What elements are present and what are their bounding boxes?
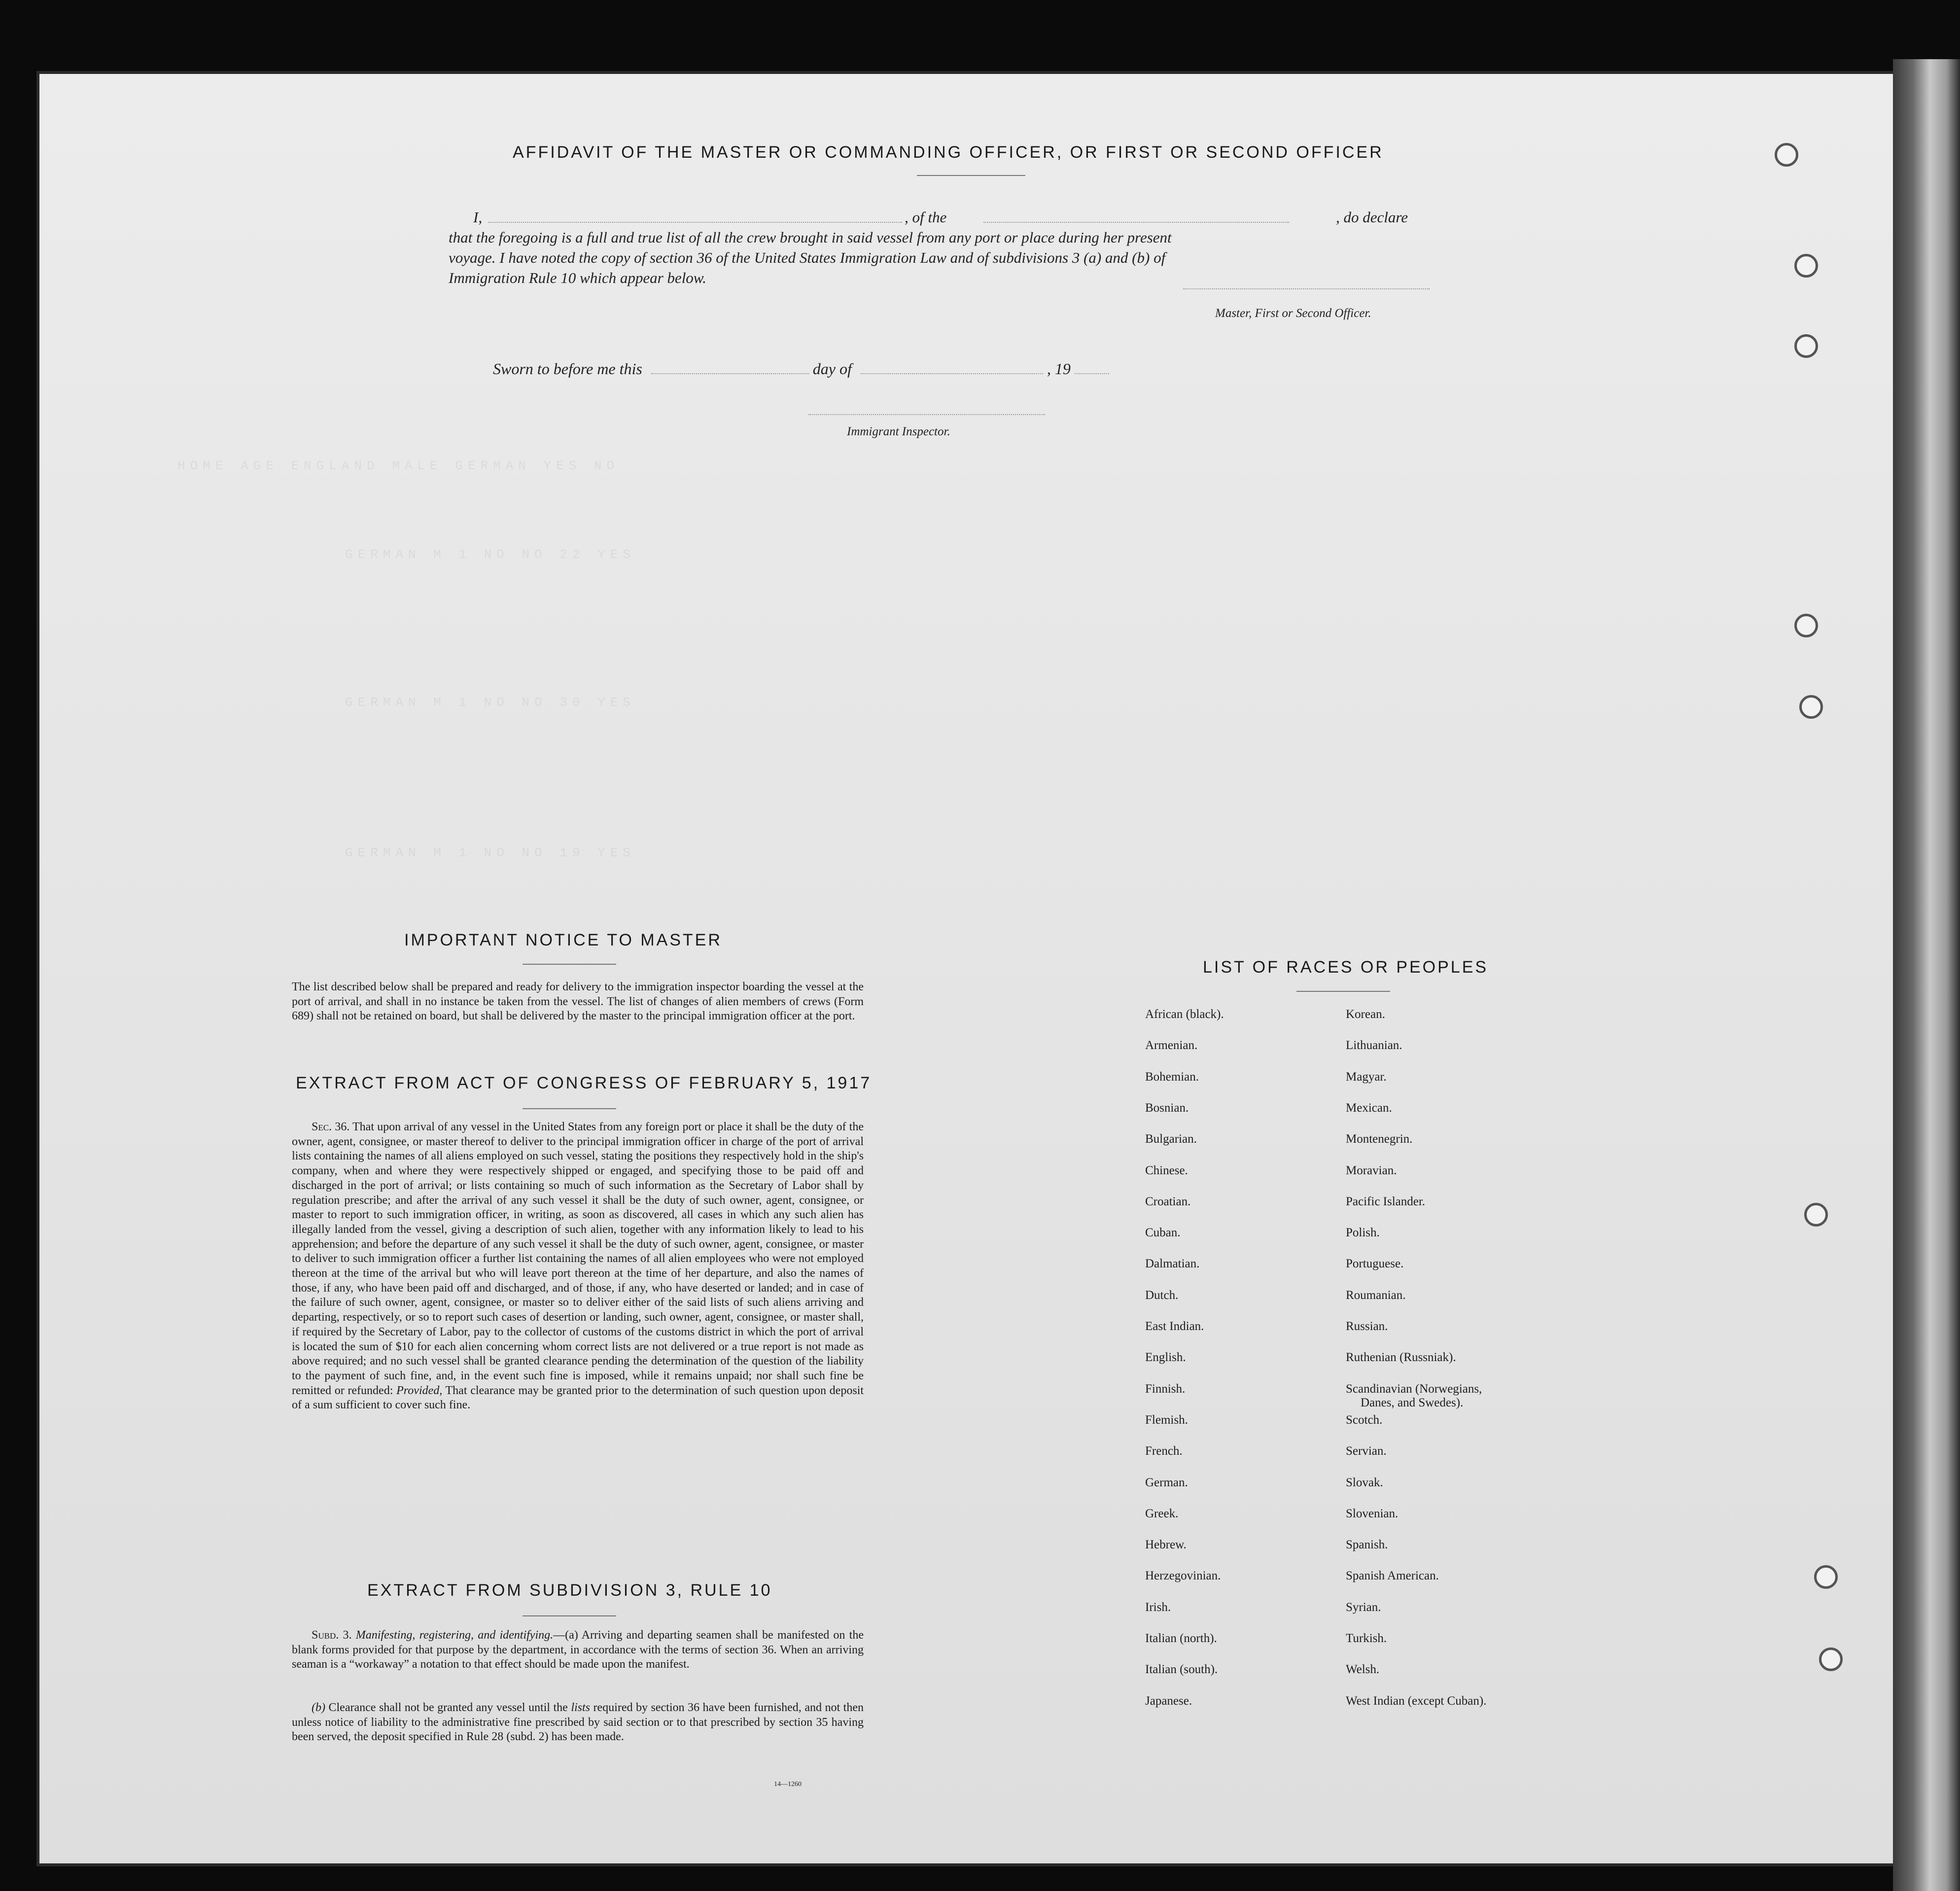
punch-hole [1794,614,1818,637]
notice-title: IMPORTANT NOTICE TO MASTER [404,931,722,949]
race-item: French. [1145,1444,1183,1458]
bleed-through-text: GERMAN M 1 NO NO 19 YES [345,845,635,860]
race-item: Armenian. [1145,1039,1198,1052]
subd-a-text: Arriving and departing seamen shall be manifested on the blank forms provided for that purpose by the department, in accordance with the terms of section 36. When an arriving seaman is a “workaway” a notation to that effect should be made upon the manifest. [292,1629,864,1671]
race-item: Bulgarian. [1145,1132,1197,1146]
subd-label: Subd. 3. [312,1629,352,1642]
subd-b-lists: lists [571,1701,590,1714]
race-item: Slovenian. [1346,1506,1399,1520]
race-item: Moravian. [1346,1163,1397,1177]
race-item: Bosnian. [1145,1101,1189,1115]
sworn-prefix: Sworn to before me this [493,360,642,378]
inspector-signature-line[interactable] [808,414,1045,415]
affidavit-line: that the foregoing is a full and true list of all the crew brought in said vessel from any port or place during her present [449,229,1172,246]
race-item: Spanish. [1346,1538,1388,1552]
race-item: Japanese. [1145,1694,1192,1708]
affidavit-declaration [449,207,1444,288]
act-extract-title-rule [523,1108,616,1109]
race-item: Cuban. [1145,1226,1181,1240]
sworn-line [493,360,1109,378]
subd-heading: Manifesting, registering, and identifying. [355,1629,554,1642]
race-item: East Indian. [1145,1320,1204,1333]
rule-extract-b [292,1701,864,1745]
race-item: English. [1145,1351,1186,1365]
rule-extract-title: EXTRACT FROM SUBDIVISION 3, RULE 10 [367,1581,772,1600]
race-item: Lithuanian. [1346,1039,1402,1052]
notice-body: The list described below shall be prepared and ready for delivery to the immigration inspector boarding the vessel at the port of arrival, and shall in no instance be taken from the vessel. The list of changes of alien members of crews (Form 689) shall not be retained on board, but shall be delivered by the master to the principal immigration officer at the port. [292,981,864,1023]
rule-extract-a [292,1628,864,1672]
affidavit-line: Immigration Rule 10 which appear below. [449,269,706,286]
subd-a-label: —(a) [553,1629,578,1642]
race-item: Roumanian. [1346,1288,1406,1302]
affidavit-line: voyage. I have noted the copy of section 36 of the United States Immigration Law and of subdivisions 3 (a) and (b) of [449,249,1166,266]
sworn-month-field[interactable] [861,373,1043,374]
bleed-through-text: HOME AGE ENGLAND MALE GERMAN YES NO [177,458,620,473]
master-name-field[interactable] [488,222,902,223]
subd-b-pre: Clearance shall not be granted any vessel until the [328,1701,568,1714]
race-item: Polish. [1346,1226,1380,1240]
race-item: German. [1145,1475,1188,1489]
race-item: African (black). [1145,1008,1224,1021]
race-item: Ruthenian (Russniak). [1346,1351,1456,1365]
race-item: Portuguese. [1346,1257,1404,1271]
race-item: Flemish. [1145,1413,1188,1427]
race-item: West Indian (except Cuban). [1346,1694,1487,1708]
race-item: Pacific Islander. [1346,1194,1426,1208]
sworn-year-field[interactable] [1075,373,1109,374]
race-item: Scotch. [1346,1413,1383,1427]
race-item: Greek. [1145,1506,1179,1520]
race-item: Montenegrin. [1346,1132,1413,1146]
race-item: Italian (south). [1145,1663,1218,1677]
form-code: 14—1260 [774,1781,802,1788]
notice-title-rule [523,964,616,965]
bleed-through-text: GERMAN M 1 NO NO 22 YES [345,547,635,562]
inspector-signature-label: Immigrant Inspector. [847,425,950,438]
page-edge [1893,59,1960,1891]
races-title-rule [1296,991,1390,992]
document-page [39,74,1893,1863]
vessel-name-field[interactable] [983,222,1289,223]
section-label: Sec. 36. [312,1121,350,1133]
race-item: Italian (north). [1145,1632,1217,1645]
race-item: Hebrew. [1145,1538,1187,1552]
race-item: Dutch. [1145,1288,1179,1302]
punch-hole [1794,254,1818,278]
race-item: Irish. [1145,1600,1171,1614]
race-item: Scandinavian (Norwegians, [1346,1382,1482,1396]
affidavit-i-label: I, [473,209,483,226]
section-text: That upon arrival of any vessel in the United States from any foreign port or place it shall be the duty of the owner, agent, consignee, or master thereof to deliver to the principal immigration officer in charge of the port of arrival lists containing the names of all aliens employed on such vessel, stating the positions they respectively hold in the ship's company, when and where they were respectively shipped or engaged, and specifying those to be paid off and discharged in the port of arrival; or lists containing so much of such information as the Secretary of Labor shall by regulation prescribe; and after the arrival of any such vessel it shall be the duty of such owner, agent, consignee, or master to report to such immigration officer, in writing, as soon as discovered, all cases in which any such alien has illegally landed from the vessel, giving a description of such alien, together with any information likely to lead to his apprehension; and before the departure of any such vessel it shall be the duty of such owner, agent, consignee, or master to deliver to such immigration officer a further list containing the names of all alien employees who were not employed thereon at the time of the arrival but who will leave port thereon at the time of her departure, and also the names of those, if any, who have been paid off and discharged, and of those, if any, who have deserted or landed; and in case of the failure of such owner, agent, consignee, or master so to deliver either of the said lists of such aliens arriving and departing, respectively, or so to report such cases of desertion or landing, such owner, agent, consignee, or master shall, if required by the Secretary of Labor, pay to the collector of customs of the customs district in which the port of arrival is located the sum of $10 for each alien concerning whom correct lists are not delivered or a true report is not made as above required; and no such vessel shall be granted clearance pending the determination of the question of the liability to the payment of such fine, and, in the event such fine is imposed, while it remains unpaid; nor shall such fine be remitted or refunded: [292,1121,864,1397]
master-signature-line[interactable] [1183,288,1430,289]
affidavit-title-rule [917,175,1025,176]
sworn-day-field[interactable] [651,373,809,374]
punch-hole [1814,1565,1838,1589]
race-item: Servian. [1346,1444,1387,1458]
race-item: Croatian. [1145,1194,1191,1208]
race-item: Finnish. [1145,1382,1186,1396]
race-item: Korean. [1346,1008,1385,1021]
rule-extract-title-rule [523,1615,616,1616]
subd-b-post: required by section 36 have been furnished, and not then unless notice of liability to the administrative fine prescribed by said section or to that prescribed by section 35 having been served, the deposit specified in Rule 28 (subd. 2) has been made. [292,1701,864,1744]
race-item: Turkish. [1346,1632,1387,1645]
proviso-text: That clearance may be granted prior to the determination of such question upon deposit of a sum sufficient to cover such fine. [292,1384,864,1412]
race-item: Bohemian. [1145,1070,1199,1084]
punch-hole [1819,1647,1843,1671]
race-item: Dalmatian. [1145,1257,1200,1271]
act-extract-title: EXTRACT FROM ACT OF CONGRESS OF FEBRUARY 5, 1917 [296,1074,872,1092]
punch-hole [1794,334,1818,358]
race-item: Chinese. [1145,1163,1188,1177]
affidavit-title: AFFIDAVIT OF THE MASTER OR COMMANDING OFFICER, OR FIRST OR SECOND OFFICER [513,143,1384,162]
race-item: Mexican. [1346,1101,1392,1115]
act-extract-body [292,1120,864,1413]
race-item: Slovak. [1346,1475,1383,1489]
proviso-word: Provided, [396,1384,443,1397]
punch-hole [1775,143,1798,167]
master-signature-label: Master, First or Second Officer. [1215,307,1371,320]
races-title: LIST OF RACES OR PEOPLES [1203,958,1489,977]
affidavit-of-the-label: , of the [905,209,947,226]
race-item: Magyar. [1346,1070,1387,1084]
race-item: Welsh. [1346,1663,1380,1677]
subd-b-label: (b) [312,1701,325,1714]
affidavit-declare-label: , do declare [1336,209,1408,226]
race-item: Spanish American. [1346,1569,1439,1583]
bleed-through-text: GERMAN M 1 NO NO 30 YES [345,695,635,710]
race-item: Danes, and Swedes). [1361,1396,1464,1409]
race-item: Syrian. [1346,1600,1381,1614]
race-item: Russian. [1346,1320,1388,1333]
sworn-day-of: day of [812,360,852,378]
punch-hole [1799,695,1823,719]
punch-hole [1804,1203,1828,1226]
sworn-year-prefix: , 19 [1047,360,1071,378]
race-item: Herzegovinian. [1145,1569,1221,1583]
